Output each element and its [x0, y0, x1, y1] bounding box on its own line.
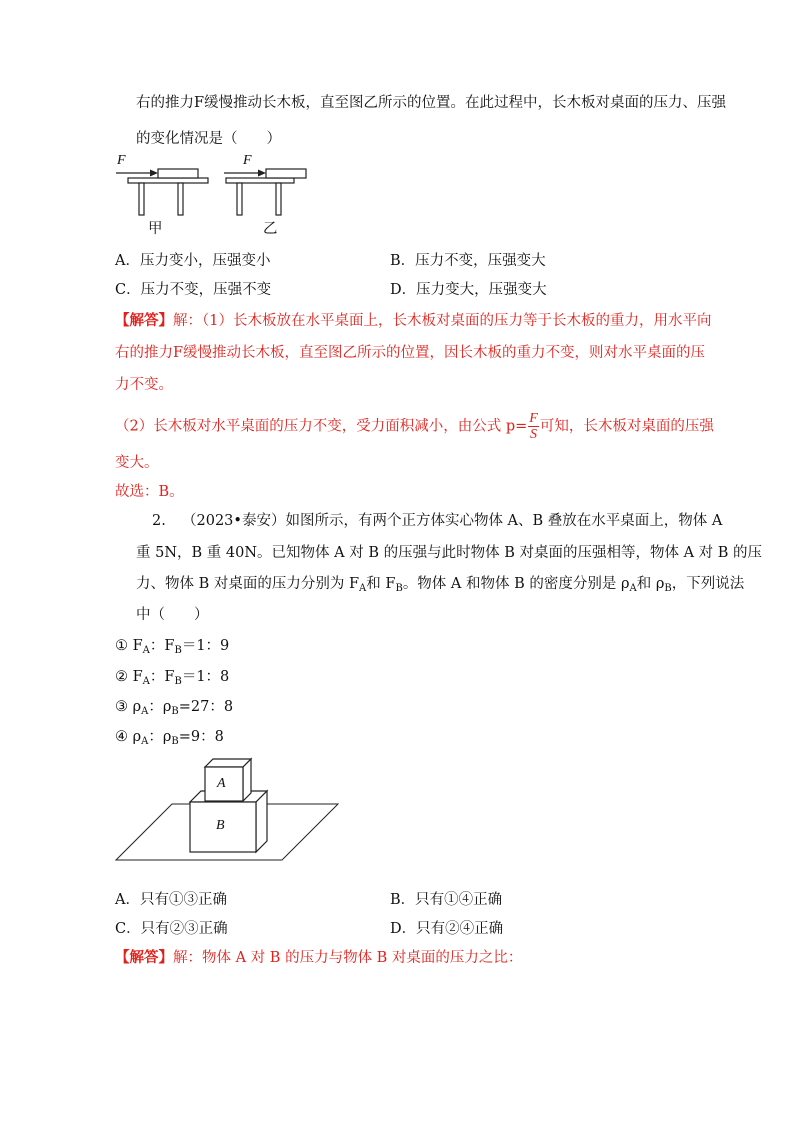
caption-yi: 乙: [263, 221, 278, 237]
q2-option-b[interactable]: B．只有①④正确: [390, 892, 503, 908]
q1-answer-formula-line: [115, 411, 714, 442]
caption-jia: 甲: [148, 221, 163, 237]
q1-answer-line2: 右的推力F缓慢推动长木板，直至图乙所示的位置，因长木板的重力不变，则对水平桌面的压: [115, 345, 706, 361]
pressure-fraction: [528, 411, 539, 442]
q1-answer-line5: 变大。: [115, 455, 159, 471]
q2-statement-2: ② $F_A$：$F_B=1$：8: [115, 669, 230, 687]
q1-option-d[interactable]: D．压力变大，压强变大: [390, 282, 547, 298]
q2-statement-3: ③ $\rho_A$：$\rho_B=27$：8: [115, 699, 234, 717]
q2-option-c[interactable]: C．只有②③正确: [115, 921, 228, 937]
formula-post: 可知，长木板对桌面的压强: [539, 418, 714, 435]
formula-pre: （2）长木板对水平桌面的压力不变，受力面积减小，由公式 p=: [115, 418, 528, 435]
q2-stem-line1: （2023•泰安）如图所示，有两个正方体实心物体 A、B 叠放在水平桌面上，物体 A: [182, 513, 723, 529]
q2-stem-line3: 力、物体 B 对桌面的压力分别为 $F_A$和 $F_B$。物体 A 和物体 B 的密度分别是 $\rho_A$和 $\rho_B$，下列说法: [136, 576, 745, 594]
q2-option-d[interactable]: D．只有②④正确: [390, 921, 504, 937]
table-jia: [116, 169, 208, 215]
answer-text: 解：（1）长木板放在水平桌面上，长木板对桌面的压力等于长木板的重力，用水平向: [173, 313, 712, 329]
board-yi: [266, 169, 306, 178]
q1-answer-line1: [115, 311, 711, 331]
q2-statement-1: ① $F_A$：$F_B=1$：9: [115, 638, 230, 656]
board-jia: [158, 169, 198, 178]
answer-tag: 【解答】: [115, 312, 173, 329]
q2-option-a[interactable]: A．只有①③正确: [115, 892, 227, 908]
q1-stem-line2: 的变化情况是（ ）: [136, 131, 281, 147]
q2-statement-4: ④ $\rho_A$：$\rho_B=9$：8: [115, 729, 224, 747]
q2-stem-line4: 中（ ）: [136, 607, 209, 623]
q2-cubes-figure: [110, 752, 350, 864]
answer-tag: 【解答】: [115, 949, 173, 966]
table-yi: [224, 169, 306, 215]
q2-stem-line2: 重 5N，B 重 40N。已知物体 A 对 B 的压强与此时物体 B 对桌面的压强相等，物体 A 对 B 的压: [136, 545, 763, 561]
q1-option-a[interactable]: A．压力变小，压强变小: [115, 253, 271, 269]
q1-answer-line3: 力不变。: [115, 377, 173, 393]
force-label-yi: F: [243, 153, 252, 168]
cube-a: [205, 759, 251, 801]
q1-option-c[interactable]: C．压力不变，压强不变: [115, 282, 272, 298]
cube-a-label: A: [217, 776, 226, 791]
q1-table-figure: [110, 150, 320, 242]
fraction-numerator: F: [529, 411, 538, 426]
q1-option-b[interactable]: B．压力不变，压强变大: [390, 253, 546, 269]
force-label-jia: F: [117, 153, 126, 168]
q2-number: 2.: [152, 513, 166, 529]
answer-text: 解：物体 A 对 B 的压力与物体 B 对桌面的压力之比：: [173, 950, 523, 966]
cube-b-label: B: [216, 818, 225, 833]
q1-answer-choice: 故选：B。: [115, 484, 184, 500]
fraction-denominator: S: [530, 427, 538, 442]
q2-answer-line1: [115, 948, 522, 968]
q1-stem-line1: 右的推力F缓慢推动长木板，直至图乙所示的位置。在此过程中，长木板对桌面的压力、压强: [136, 95, 727, 111]
